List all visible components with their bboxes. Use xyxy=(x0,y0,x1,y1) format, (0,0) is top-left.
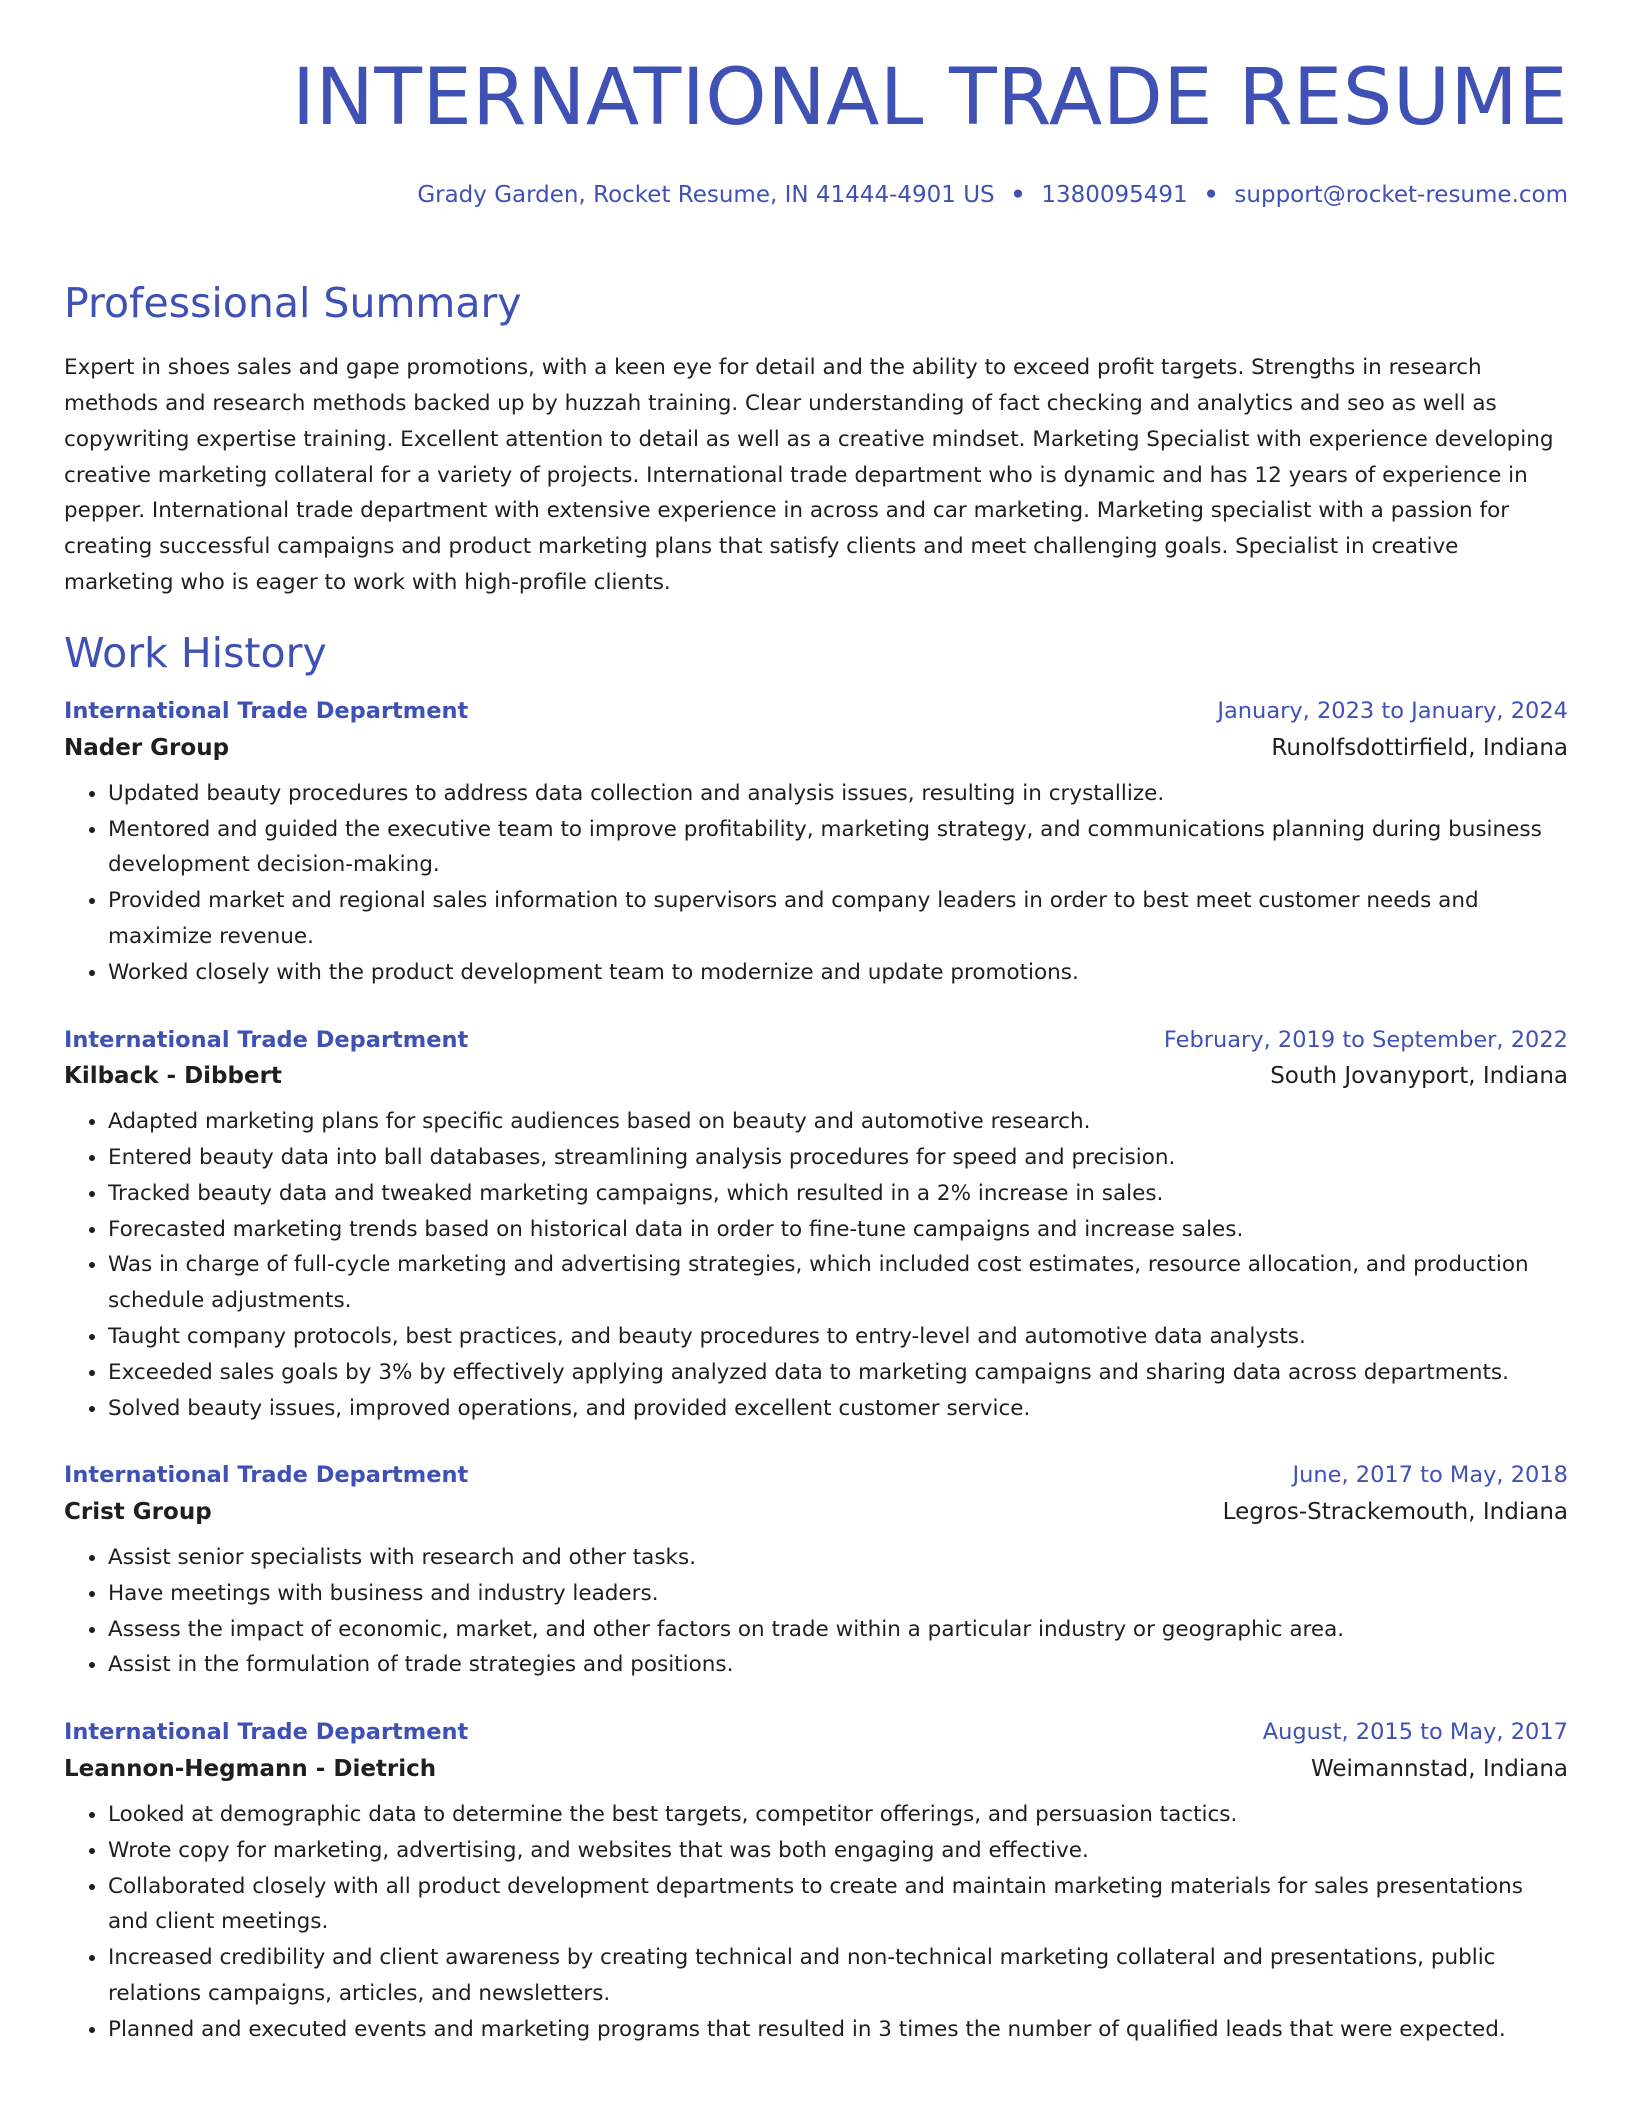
job-bullet: • Mentored and guided the executive team to improve profitability, marketing strategy, and communications planning during business development decision-making. xyxy=(108,812,1568,884)
job-bullet: • Was in charge of full-cycle marketing and advertising strategies, which included cost estimates, resource allocation, and production schedule adjustments. xyxy=(108,1247,1568,1319)
contact-address: Grady Garden, Rocket Resume, IN 41444-4901 US xyxy=(417,181,995,208)
job-location: South Jovanyport, Indiana xyxy=(1270,1063,1568,1090)
job-bullet: • Assess the impact of economic, market, and other factors on trade within a particular industry or geographic area. xyxy=(108,1612,1568,1648)
contact-separator: • xyxy=(1203,181,1219,208)
contact-line xyxy=(64,182,1568,210)
job-dates: August, 2015 to May, 2017 xyxy=(1262,1719,1568,1746)
job-header-row xyxy=(64,1025,1568,1057)
job-header-row xyxy=(64,1717,1568,1749)
job-bullet: • Assist senior specialists with research and other tasks. xyxy=(108,1540,1568,1576)
job-company: Leannon-Hegmann - Dietrich xyxy=(64,1755,437,1782)
job-list xyxy=(64,696,1568,2047)
job-bullet: • Adapted marketing plans for specific audiences based on beauty and automotive research. xyxy=(108,1104,1568,1140)
job-header-row xyxy=(64,1460,1568,1492)
job-entry xyxy=(64,1460,1568,1683)
job-bullet: • Have meetings with business and industry leaders. xyxy=(108,1576,1568,1612)
job-bullet-list xyxy=(64,1104,1568,1426)
job-company: Nader Group xyxy=(64,734,230,761)
contact-phone: 1380095491 xyxy=(1041,181,1188,208)
job-dates: January, 2023 to January, 2024 xyxy=(1217,698,1568,725)
job-bullet: • Updated beauty procedures to address data collection and analysis issues, resulting in crystallize. xyxy=(108,776,1568,812)
job-bullet: • Looked at demographic data to determine the best targets, competitor offerings, and persuasion tactics. xyxy=(108,1797,1568,1833)
job-company-row xyxy=(64,1056,1568,1092)
job-bullet-list xyxy=(64,776,1568,991)
job-entry xyxy=(64,1717,1568,2047)
job-bullet: • Entered beauty data into ball databases, streamlining analysis procedures for speed and precision. xyxy=(108,1140,1568,1176)
job-bullet: • Exceeded sales goals by 3% by effectively applying analyzed data to marketing campaigns and sharing data across departments. xyxy=(108,1355,1568,1391)
job-bullet: • Provided market and regional sales information to supervisors and company leaders in order to best meet customer needs and maximize revenue. xyxy=(108,883,1568,955)
job-bullet: • Increased credibility and client awareness by creating technical and non-technical marketing collateral and presentations, public relations campaigns, articles, and newsletters. xyxy=(108,1940,1568,2012)
job-dates: June, 2017 to May, 2018 xyxy=(1292,1462,1568,1489)
job-bullet: • Planned and executed events and marketing programs that resulted in 3 times the number of qualified leads that were expected. xyxy=(108,2012,1568,2048)
job-company-row xyxy=(64,1492,1568,1528)
job-entry xyxy=(64,696,1568,990)
job-bullet: • Worked closely with the product development team to modernize and update promotions. xyxy=(108,955,1568,991)
contact-email[interactable]: support@rocket-resume.com xyxy=(1234,181,1568,208)
job-bullet: • Assist in the formulation of trade strategies and positions. xyxy=(108,1647,1568,1683)
work-history-section xyxy=(64,629,1568,2048)
job-bullet: • Forecasted marketing trends based on historical data in order to fine-tune campaigns and increase sales. xyxy=(108,1212,1568,1248)
job-location: Runolfsdottirfield, Indiana xyxy=(1271,734,1568,761)
job-bullet: • Tracked beauty data and tweaked marketing campaigns, which resulted in a 2% increase in sales. xyxy=(108,1176,1568,1212)
section-heading-summary: Professional Summary xyxy=(64,279,522,328)
job-company: Kilback - Dibbert xyxy=(64,1063,282,1090)
resume-header xyxy=(64,50,1568,209)
summary-text: Expert in shoes sales and gape promotions, with a keen eye for detail and the ability to exceed profit targets. Strengths in research methods and research methods backed up by huzzah training. Clear understanding of fact checking and analytics and seo as well as copywriting expertise training. Excellent attention to detail as well as a creative mindset. Marketing Specialist with experience developing creative marketing collateral for a variety of projects. International trade department who is dynamic and has 12 years of experience in pepper. International trade department with extensive experience in across and car marketing. Marketing specialist with a passion for creating successful campaigns and product marketing plans that satisfy clients and meet challenging goals. Specialist in creative marketing who is eager to work with high-profile clients. xyxy=(64,355,1554,596)
job-company-row xyxy=(64,1749,1568,1785)
job-entry xyxy=(64,1025,1568,1427)
job-bullet: • Solved beauty issues, improved operations, and provided excellent customer service. xyxy=(108,1391,1568,1427)
job-bullet: • Collaborated closely with all product development departments to create and maintain marketing materials for sales presentations and client meetings. xyxy=(108,1869,1568,1941)
section-heading-work-history: Work History xyxy=(64,628,327,677)
contact-separator: • xyxy=(1010,181,1026,208)
job-location: Weimannstad, Indiana xyxy=(1310,1755,1568,1782)
job-header-row xyxy=(64,696,1568,728)
job-title: International Trade Department xyxy=(64,1026,469,1053)
job-location: Legros-Strackemouth, Indiana xyxy=(1222,1498,1568,1525)
job-company: Crist Group xyxy=(64,1498,212,1525)
resume-title: INTERNATIONAL TRADE RESUME xyxy=(292,53,1568,143)
job-bullet: • Taught company protocols, best practices, and beauty procedures to entry-level and automotive data analysts. xyxy=(108,1319,1568,1355)
job-bullet-list xyxy=(64,1797,1568,2048)
job-company-row xyxy=(64,728,1568,764)
job-title: International Trade Department xyxy=(64,1462,469,1489)
job-title: International Trade Department xyxy=(64,1719,469,1746)
job-bullet-list xyxy=(64,1540,1568,1683)
job-dates: February, 2019 to September, 2022 xyxy=(1163,1026,1568,1053)
job-bullet: • Wrote copy for marketing, advertising, and websites that was both engaging and effective. xyxy=(108,1833,1568,1869)
job-title: International Trade Department xyxy=(64,698,469,725)
professional-summary-section xyxy=(64,279,1568,601)
